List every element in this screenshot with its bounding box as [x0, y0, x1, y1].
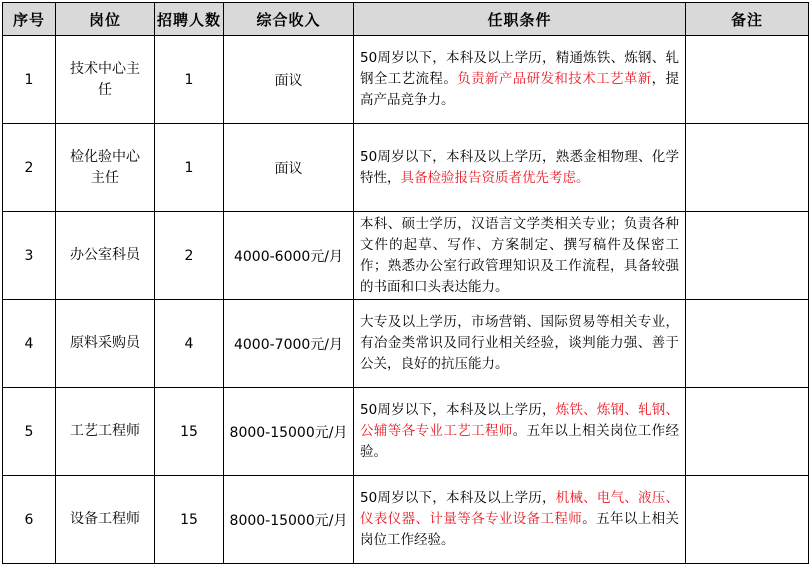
position-name: 设备工程师 — [56, 476, 155, 564]
hire-count: 1 — [155, 124, 224, 212]
income: 8000-15000元/月 — [224, 388, 354, 476]
position-name: 办公室科员 — [56, 212, 155, 300]
requirements-text: 50周岁以下，本科及以上学历，熟悉金相物理、化学特性， — [360, 148, 679, 186]
requirements-tail: 。五年以上相关岗位工作经验。 — [360, 511, 680, 548]
hire-count: 4 — [155, 300, 224, 388]
position-name: 技术中心主任 — [56, 36, 155, 124]
table-row — [3, 300, 809, 388]
hire-count: 1 — [155, 36, 224, 124]
requirements-text: 50周岁以下，本科及以上学历， — [360, 490, 556, 506]
hire-count: 2 — [155, 212, 224, 300]
header-position: 岗位 — [56, 3, 155, 36]
position-name: 工艺工程师 — [56, 388, 155, 476]
row-number: 1 — [3, 36, 56, 124]
table-row — [3, 124, 809, 212]
requirements-tail: ，提高产品竞争力。 — [360, 71, 680, 108]
recruitment-table — [2, 2, 809, 564]
requirements — [354, 212, 686, 300]
requirements — [354, 300, 686, 388]
notes-cell — [686, 476, 809, 564]
row-number: 4 — [3, 300, 56, 388]
requirements-text: 50周岁以下，本科及以上学历，精通炼铁、炼钢、轧钢全工艺流程。 — [360, 50, 679, 87]
income: 4000-6000元/月 — [224, 212, 354, 300]
income: 面议 — [224, 124, 354, 212]
requirements-text: 大专及以上学历，市场营销、国际贸易等相关专业，有冶金类常识及同行业相关经验，谈判能力强、善于公关，良好的抗压能力。 — [360, 314, 679, 372]
income: 8000-15000元/月 — [224, 476, 354, 564]
requirements — [354, 476, 686, 564]
notes-cell — [686, 36, 809, 124]
notes-cell — [686, 212, 809, 300]
requirements — [354, 124, 686, 212]
header-income: 综合收入 — [224, 3, 354, 36]
requirements-text: 本科、硕士学历，汉语言文学类相关专业；负责各种文件的起草、写作、方案制定、撰写稿件及保密工作；熟悉办公室行政管理知识及工作流程，具备较强的书面和口头表达能力。 — [360, 215, 679, 295]
notes-cell — [686, 300, 809, 388]
requirements-highlight: 炼铁、炼钢、轧钢、公辅等各专业工艺工程师 — [360, 402, 679, 439]
position-name: 原料采购员 — [56, 300, 155, 388]
notes-cell — [686, 388, 809, 476]
requirements-highlight: 机械、电气、液压、仪表仪器、计量等各专业设备工程师 — [360, 490, 679, 527]
header-count: 招聘人数 — [155, 3, 224, 36]
table-row — [3, 36, 809, 124]
row-number: 6 — [3, 476, 56, 564]
requirements-text: 50周岁以下，本科及以上学历， — [360, 402, 556, 418]
requirements-highlight: 具备检验报告资质者优先考虑。 — [400, 169, 590, 186]
position-name: 检化验中心主任 — [56, 124, 155, 212]
row-number: 2 — [3, 124, 56, 212]
requirements — [354, 36, 686, 124]
header-requirements: 任职条件 — [354, 3, 686, 36]
header-row — [3, 3, 809, 36]
requirements-highlight: 负责新产品研发和技术工艺革新 — [457, 71, 652, 87]
income: 面议 — [224, 36, 354, 124]
table-row — [3, 388, 809, 476]
table-row — [3, 212, 809, 300]
hire-count: 15 — [155, 476, 224, 564]
requirements — [354, 388, 686, 476]
row-number: 5 — [3, 388, 56, 476]
row-number: 3 — [3, 212, 56, 300]
notes-cell — [686, 124, 809, 212]
income: 4000-7000元/月 — [224, 300, 354, 388]
requirements-tail: 。五年以上相关岗位工作经验。 — [360, 423, 679, 460]
hire-count: 15 — [155, 388, 224, 476]
header-no: 序号 — [3, 3, 56, 36]
header-notes: 备注 — [686, 3, 809, 36]
table-row — [3, 476, 809, 564]
